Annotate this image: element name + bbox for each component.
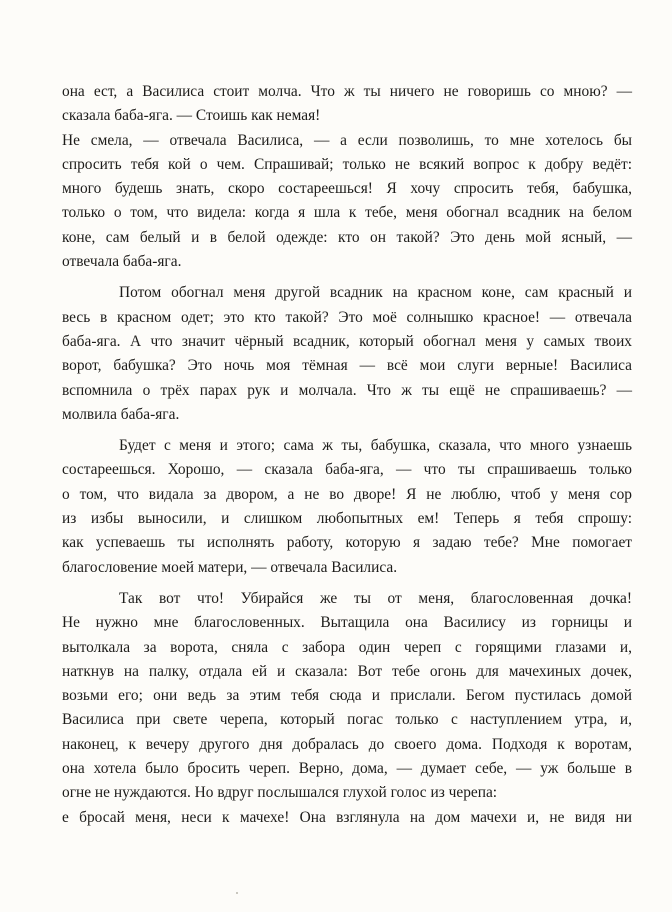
- text-line: много будешь знать, скоро состареешься! Я хочу спросить тебя, бабушка,: [62, 180, 632, 198]
- text-line: только о том, что видела: когда я шла к тебе, меня обогнал всадник на белом: [62, 204, 632, 222]
- text-line: как успеваешь ты исполнять работу, которую я задаю тебе? Мне помогает: [62, 534, 632, 552]
- text-line: она хотела было бросить череп. Верно, дома, — думает себе, — уж больше в: [62, 760, 632, 778]
- paper-speck: [236, 892, 238, 894]
- text-line: вспомнила о трёх парах рук и молчала. Что ж ты ещё не спрашиваешь? —: [62, 381, 632, 399]
- text-line: наткнув на палку, отдала ей и сказала: Вот тебе огонь для мачехиных дочек,: [62, 662, 632, 680]
- text-line: спросить тебя кой о чем. Спрашивай; только не всякий вопрос к добру ведёт:: [62, 155, 632, 173]
- text-line: о том, что видала за двором, а не во дворе! Я не люблю, чтоб у меня сор: [62, 485, 632, 503]
- text-line: весь в красном одет; это кто такой? Это моё солнышко красное! — отвечала: [62, 308, 632, 326]
- text-line: Не нужно мне благословенных. Вытащила она Василису из горницы и: [62, 614, 632, 632]
- text-line: молвила баба-яга.: [62, 405, 180, 423]
- text-line: Не смела, — отвечала Василиса, — а если позволишь, то мне хотелось бы: [62, 131, 632, 149]
- text-line: из избы выносили, и слишком любопытных ем! Теперь я тебя спрошу:: [62, 510, 632, 528]
- text-line: баба-яга. А что значит чёрный всадник, который обогнал меня у самых твоих: [62, 332, 632, 350]
- text-line: наконец, к вечеру другого дня добралась до своего дома. Подходя к воротам,: [62, 735, 632, 753]
- text-line: сказала баба-яга. — Стоишь как немая!: [62, 107, 321, 125]
- text-line: она ест, а Василиса стоит молча. Что ж ты ничего не говоришь со мною? —: [62, 83, 632, 100]
- text-line: е бросай меня, неси к мачехе! Она взглянула на дом мачехи и, не видя ни: [62, 808, 632, 826]
- text-line: вытолкала за ворота, сняла с забора один череп с горящими глазами и,: [62, 638, 632, 656]
- text-line: состареешься. Хорошо, — сказала баба-яга, — что ты спрашиваешь только: [62, 461, 632, 479]
- paragraph-first-line: Потом обогнал меня другой всадник на красном коне, сам красный и: [119, 284, 632, 302]
- text-line: ворот, бабушка? Это ночь моя тёмная — всё мои слуги верные! Василиса: [62, 357, 632, 375]
- text-line: отвечала баба-яга.: [62, 253, 182, 271]
- text-line: огне не нуждаются. Но вдруг послышался глухой голос из черепа:: [62, 784, 498, 802]
- text-line: Василиса при свете черепа, который погас только с наступлением утра, и,: [62, 711, 632, 729]
- text-line: благословение моей матери, — отвечала Василиса.: [62, 558, 398, 576]
- text-line: коне, сам белый и в белой одежде: кто он такой? Это день мой ясный, —: [62, 228, 632, 246]
- story-text: [62, 80, 632, 830]
- text-line: возьми его; они ведь за этим тебя сюда и прислали. Бегом пустилась домой: [62, 687, 632, 705]
- paragraph-first-line: Будет с меня и этого; сама ж ты, бабушка, сказала, что много узнаешь: [119, 437, 632, 455]
- paragraph-first-line: Так вот что! Убирайся же ты от меня, благословенная дочка!: [119, 589, 632, 607]
